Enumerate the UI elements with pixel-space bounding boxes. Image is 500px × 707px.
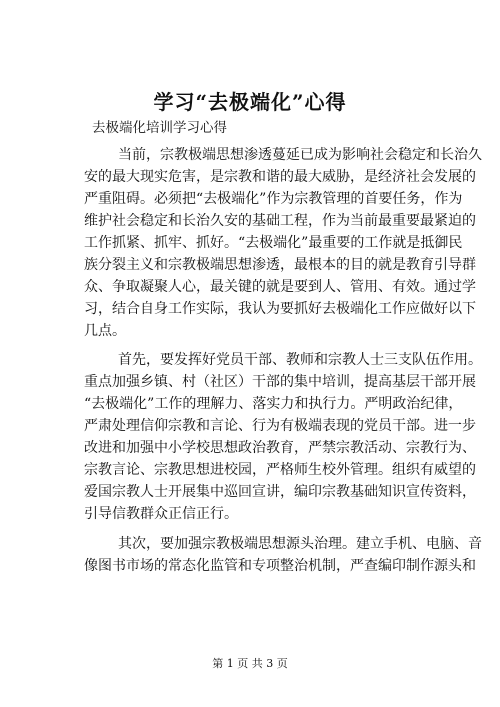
body-line: 其次，要加强宗教极端思想源头治理。建立手机、电脑、音 — [118, 536, 482, 552]
document-subtitle: 去极端化培训学习心得 — [92, 120, 227, 136]
body-line: 改进和加强中小学校思想政治教育，严禁宗教活动、宗教行为、 — [84, 440, 476, 456]
body-line: 严肃处理信仰宗教和言论、行为有极端表现的党员干部。进一步 — [84, 418, 476, 434]
body-line: 重点加强乡镇、村（社区）干部的集中培训，提高基层干部开展 — [84, 374, 476, 390]
body-line: 众、争取凝聚人心，最关键的就是要到人、管用、有效。通过学 — [84, 279, 476, 295]
body-line: 工作抓紧、抓牢、抓好。“去极端化”最重要的工作就是抵御民 — [84, 235, 463, 251]
body-line: 引导信教群众正信正行。 — [84, 506, 238, 522]
document-title: 学习“去极端化”心得 — [153, 90, 347, 114]
page-footer: 第 1 页 共 3 页 — [212, 657, 288, 670]
body-line: 严重阻碍。必须把“去极端化”作为宗教管理的首要任务，作为 — [84, 191, 463, 207]
body-line: 几点。 — [84, 323, 126, 339]
body-line: 爱国宗教人士开展集中巡回宣讲，编印宗教基础知识宣传资料， — [84, 484, 476, 500]
body-line: “去极端化”工作的理解力、落实力和执行力。严明政治纪律， — [84, 396, 463, 412]
body-line: 习，结合自身工作实际，我认为要抓好去极端化工作应做好以下 — [84, 301, 476, 317]
body-line: 像图书市场的常态化监管和专项整治机制，严查编印制作源头和 — [84, 558, 476, 574]
body-line: 首先，要发挥好党员干部、教师和宗教人士三支队伍作用。 — [118, 352, 482, 368]
body-line: 安的最大现实危害，是宗教和谐的最大威胁，是经济社会发展的 — [84, 169, 476, 185]
body-line: 当前，宗教极端思想渗透蔓延已成为影响社会稳定和长治久 — [118, 147, 482, 163]
body-line: 族分裂主义和宗教极端思想渗透，最根本的目的就是教育引导群 — [84, 257, 476, 273]
body-line: 宗教言论、宗教思想进校园，严格师生校外管理。组织有威望的 — [84, 462, 476, 478]
body-line: 维护社会稳定和长治久安的基础工程，作为当前最重要最紧迫的 — [84, 213, 476, 229]
